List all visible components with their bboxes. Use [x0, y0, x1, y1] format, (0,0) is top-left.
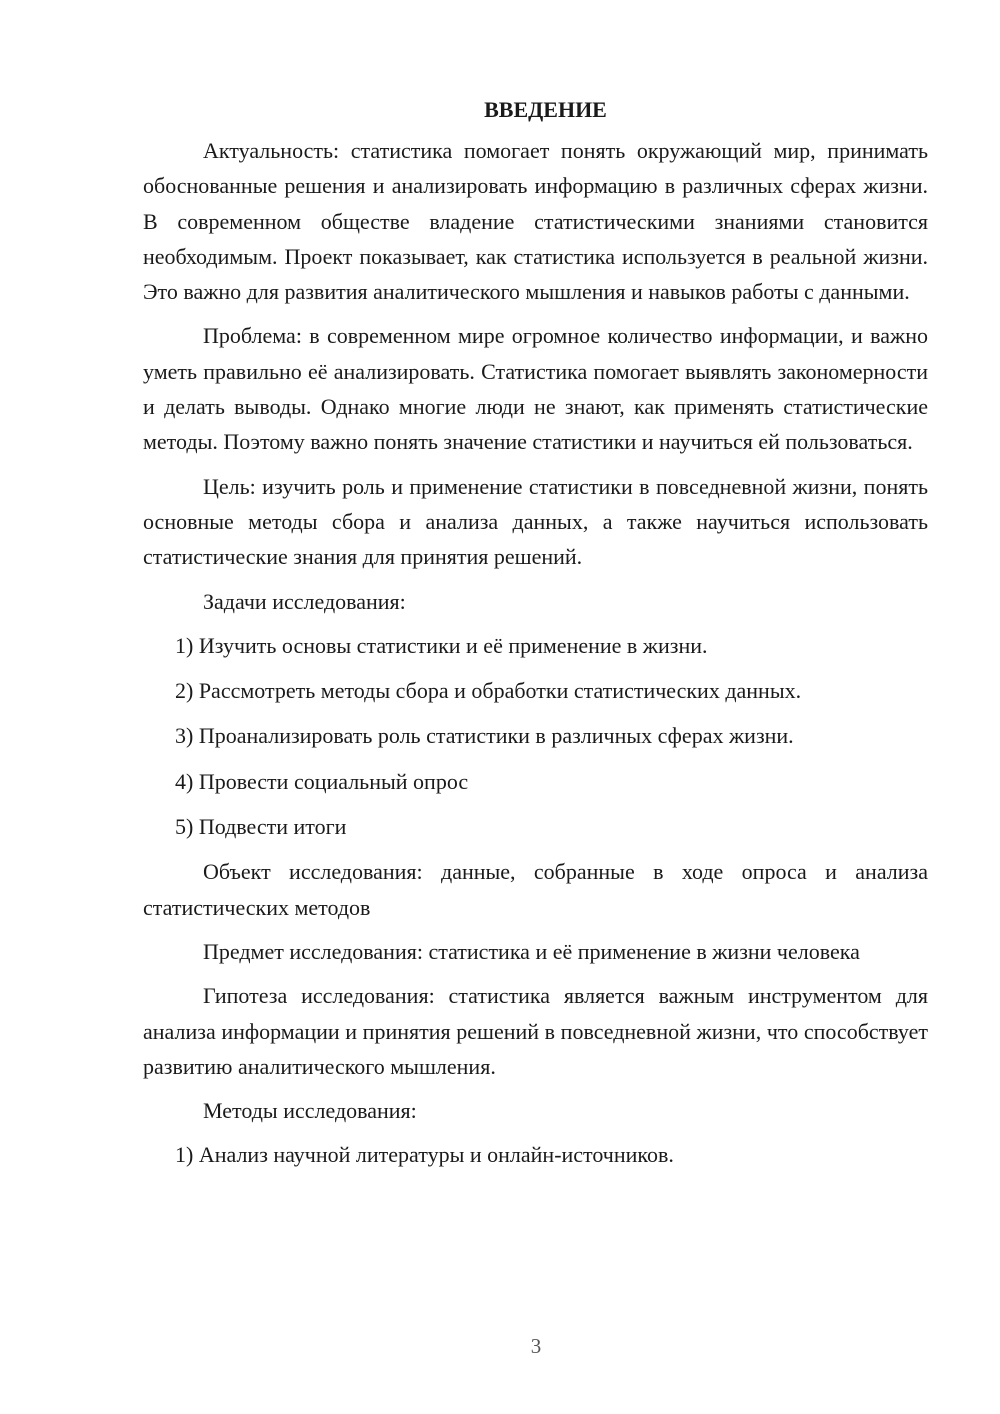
hypothesis-paragraph: Гипотеза исследования: статистика является важным инструментом для анализа информации и принятия решений в повседневной жизни, что способствует развитию аналитического мышления. — [143, 983, 928, 1079]
goal-paragraph: Цель: изучить роль и применение статистики в повседневной жизни, понять основные методы сбора и анализа данных, а также научиться использовать статистические знания для принятия решений. — [143, 473, 928, 570]
list-item: 5) Подвести итоги — [175, 814, 347, 840]
page-title: ВВЕДЕНИЕ — [484, 97, 607, 122]
list-item: 3) Проанализировать роль статистики в различных сферах жизни. — [175, 723, 794, 749]
list-item: 4) Провести социальный опрос — [175, 768, 469, 794]
page-number: 3 — [530, 1334, 542, 1358]
list-item: 2) Рассмотреть методы сбора и обработки статистических данных. — [175, 678, 802, 704]
document-page — [143, 92, 928, 1183]
object-paragraph: Объект исследования: данные, собранные в ходе опроса и анализа статистических методов — [143, 859, 928, 920]
tasks-label: Задачи исследования: — [203, 588, 406, 614]
problem-paragraph: Проблема: в современном мире огромное количество информации, и важно уметь правильно её анализировать. Статистика помогает выявлять закономерности и делать выводы. Однако многие люди не знают, как применять статистические методы. Поэтому важно понять значение статистики и научиться ей пользоваться. — [143, 323, 928, 455]
relevance-paragraph: Актуальность: статистика помогает понять окружающий мир, принимать обоснованные решения и анализировать информацию в различных сферах жизни. В современном обществе владение статистическими знаниями становится необходимым. Проект показывает, как статистика используется в реальной жизни. Это важно для развития аналитического мышления и навыков работы с данными. — [143, 138, 928, 305]
subject-paragraph: Предмет исследования: статистика и её применение в жизни человека — [203, 938, 860, 964]
list-item: 1) Анализ научной литературы и онлайн-источников. — [175, 1142, 674, 1168]
methods-list — [143, 1137, 928, 1172]
methods-label: Методы исследования: — [203, 1098, 417, 1124]
list-item: 1) Изучить основы статистики и её применение в жизни. — [175, 632, 708, 658]
tasks-list — [143, 628, 928, 844]
